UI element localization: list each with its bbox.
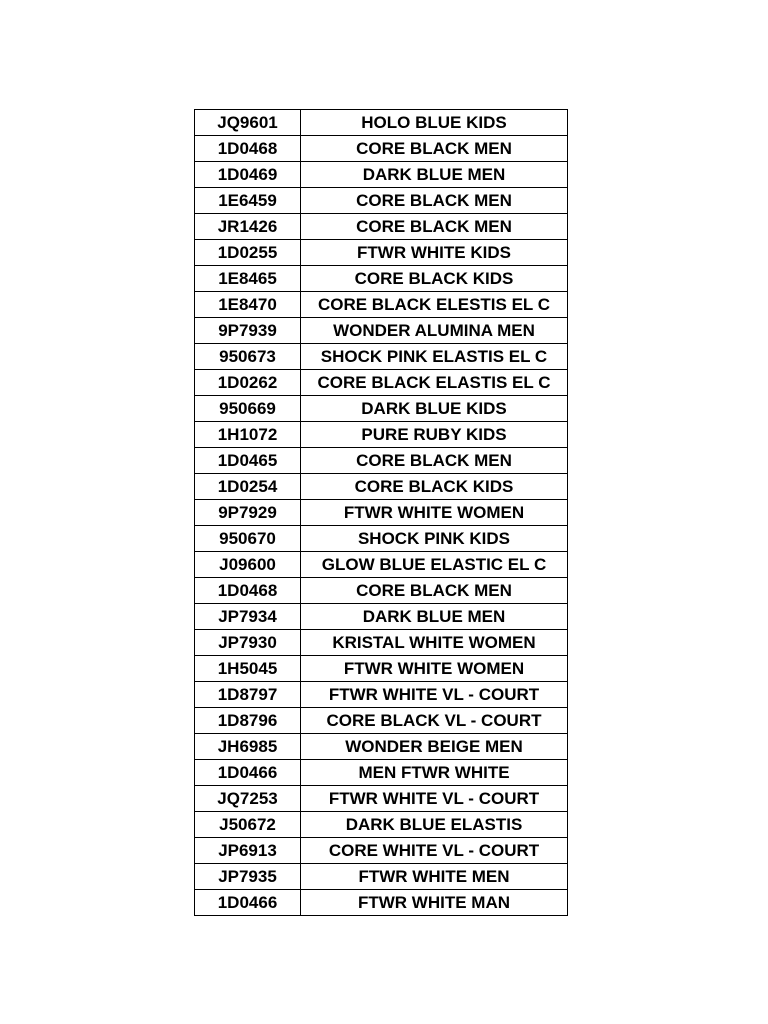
product-description-cell: CORE BLACK MEN [301,578,568,604]
table-row [195,422,568,448]
table-row [195,448,568,474]
product-code-cell: 1D0468 [195,136,301,162]
product-code-cell: 1D8797 [195,682,301,708]
product-code-cell: JP7934 [195,604,301,630]
table-row [195,734,568,760]
product-code-cell: 1H1072 [195,422,301,448]
product-description-cell: CORE BLACK KIDS [301,266,568,292]
table-row [195,266,568,292]
table-row [195,396,568,422]
product-code-cell: 1E8465 [195,266,301,292]
product-description-cell: SHOCK PINK KIDS [301,526,568,552]
table-row [195,786,568,812]
product-description-cell: MEN FTWR WHITE [301,760,568,786]
product-description-cell: FTWR WHITE MAN [301,890,568,916]
product-description-cell: CORE BLACK MEN [301,136,568,162]
table-row [195,292,568,318]
product-code-cell: 1D8796 [195,708,301,734]
product-code-cell: 950669 [195,396,301,422]
product-description-cell: SHOCK PINK ELASTIS EL C [301,344,568,370]
product-code-cell: 1D0255 [195,240,301,266]
table-row [195,630,568,656]
product-code-cell: 1D0262 [195,370,301,396]
product-code-cell: J09600 [195,552,301,578]
table-row [195,864,568,890]
product-code-cell: 1D0466 [195,890,301,916]
table-row [195,604,568,630]
product-description-cell: CORE BLACK ELESTIS EL C [301,292,568,318]
product-code-cell: 950670 [195,526,301,552]
product-description-cell: FTWR WHITE VL - COURT [301,682,568,708]
product-description-cell: CORE BLACK ELASTIS EL C [301,370,568,396]
product-description-cell: FTWR WHITE KIDS [301,240,568,266]
product-code-cell: 1E6459 [195,188,301,214]
product-code-cell: J50672 [195,812,301,838]
table-row [195,110,568,136]
product-table [194,109,568,916]
product-description-cell: CORE BLACK KIDS [301,474,568,500]
product-code-cell: 950673 [195,344,301,370]
product-description-cell: CORE BLACK MEN [301,214,568,240]
product-code-cell: JR1426 [195,214,301,240]
product-description-cell: CORE WHITE VL - COURT [301,838,568,864]
product-description-cell: WONDER BEIGE MEN [301,734,568,760]
table-row [195,188,568,214]
table-row [195,136,568,162]
product-description-cell: FTWR WHITE WOMEN [301,656,568,682]
product-table-body [195,110,568,916]
product-description-cell: FTWR WHITE WOMEN [301,500,568,526]
product-description-cell: KRISTAL WHITE WOMEN [301,630,568,656]
product-description-cell: DARK BLUE MEN [301,604,568,630]
table-row [195,474,568,500]
table-row [195,500,568,526]
product-description-cell: FTWR WHITE VL - COURT [301,786,568,812]
product-description-cell: CORE BLACK VL - COURT [301,708,568,734]
table-row [195,578,568,604]
product-code-cell: 1D0254 [195,474,301,500]
table-row [195,552,568,578]
table-row [195,318,568,344]
table-row [195,344,568,370]
table-row [195,812,568,838]
product-code-cell: 9P7939 [195,318,301,344]
product-description-cell: PURE RUBY KIDS [301,422,568,448]
product-code-cell: 1H5045 [195,656,301,682]
table-row [195,682,568,708]
product-description-cell: CORE BLACK MEN [301,188,568,214]
table-row [195,838,568,864]
product-code-cell: 1D0466 [195,760,301,786]
table-row [195,708,568,734]
product-code-cell: JQ9601 [195,110,301,136]
table-row [195,890,568,916]
product-description-cell: DARK BLUE KIDS [301,396,568,422]
table-row [195,526,568,552]
product-description-cell: DARK BLUE ELASTIS [301,812,568,838]
product-code-cell: 1E8470 [195,292,301,318]
product-code-cell: JH6985 [195,734,301,760]
table-row [195,214,568,240]
product-description-cell: GLOW BLUE ELASTIC EL C [301,552,568,578]
table-row [195,370,568,396]
product-code-cell: 1D0465 [195,448,301,474]
table-row [195,760,568,786]
product-code-cell: 1D0468 [195,578,301,604]
product-description-cell: DARK BLUE MEN [301,162,568,188]
product-description-cell: FTWR WHITE MEN [301,864,568,890]
product-code-cell: JP7935 [195,864,301,890]
product-code-cell: 1D0469 [195,162,301,188]
product-code-cell: JP7930 [195,630,301,656]
product-code-cell: 9P7929 [195,500,301,526]
table-row [195,240,568,266]
product-description-cell: WONDER ALUMINA MEN [301,318,568,344]
product-code-cell: JP6913 [195,838,301,864]
product-code-cell: JQ7253 [195,786,301,812]
product-description-cell: HOLO BLUE KIDS [301,110,568,136]
table-row [195,656,568,682]
product-description-cell: CORE BLACK MEN [301,448,568,474]
table-row [195,162,568,188]
